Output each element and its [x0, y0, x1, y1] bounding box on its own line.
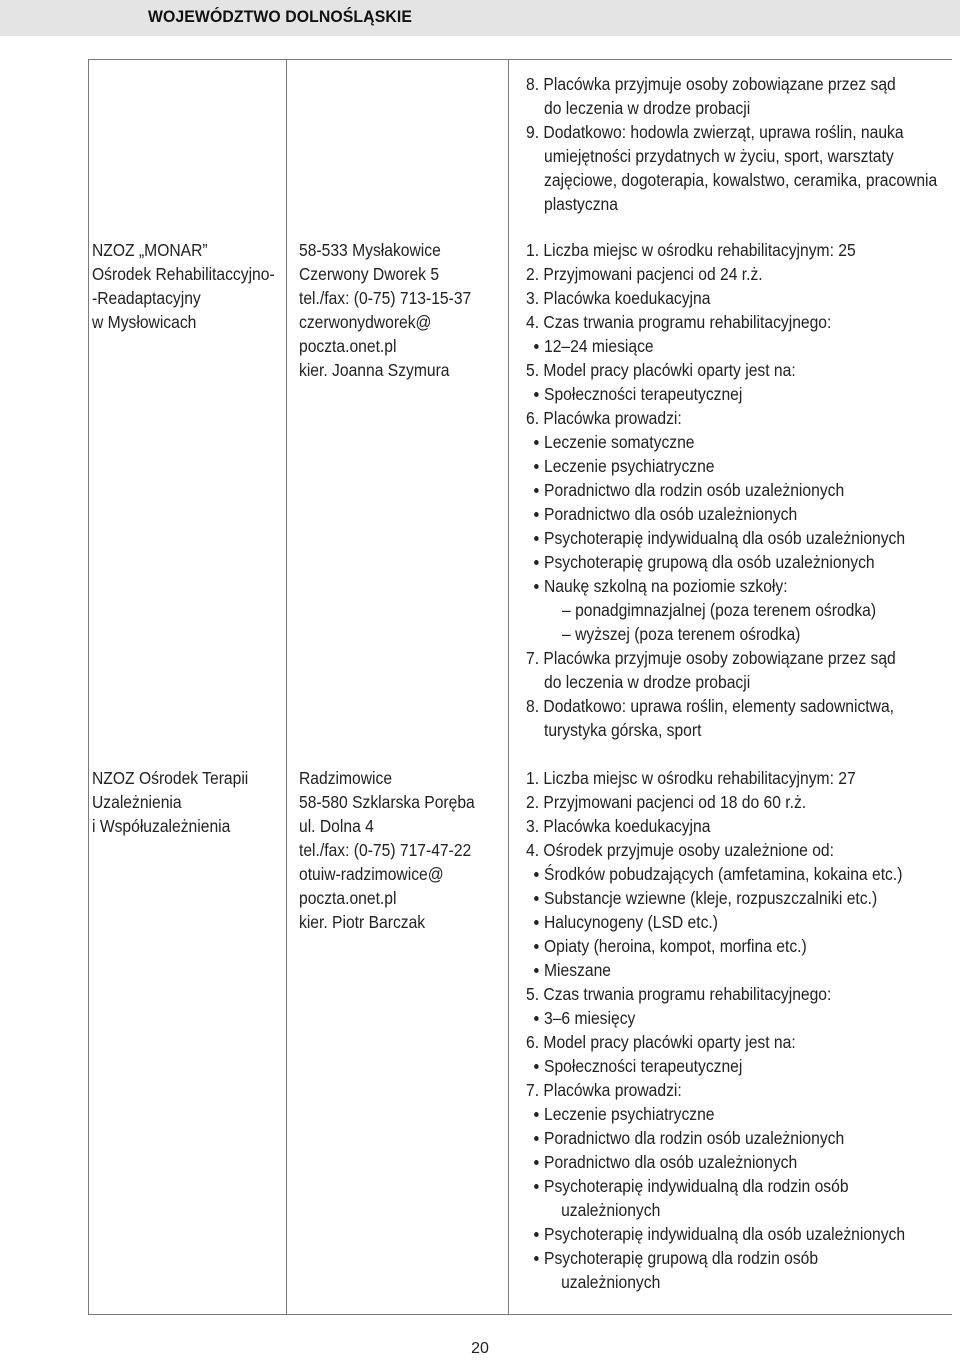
facility-name-line: i Współuzależnienia: [92, 816, 231, 836]
facility-info-cell: [526, 766, 905, 1294]
numbered-item: 4. Ośrodek przyjmuje osoby uzależnione od:: [526, 840, 834, 860]
facility-name-line: Ośrodek Rehabilitaccyjno-: [92, 264, 275, 284]
bullet-item: Psychoterapię indywidualną dla osób uzależnionych: [526, 1222, 905, 1246]
table-border-top: [88, 59, 952, 60]
contact-line: otuiw-radzimowice@: [299, 864, 444, 884]
contact-line: ul. Dolna 4: [299, 816, 374, 836]
page-number: 20: [471, 1340, 489, 1357]
dash-subitem: – wyższej (poza terenem ośrodka): [526, 622, 905, 646]
contact-line: czerwonydworek@: [299, 312, 432, 332]
bullet-continuation: uzależnionych: [561, 1272, 661, 1292]
bullet-item: Opiaty (heroina, kompot, morfina etc.): [526, 934, 905, 958]
item-continuation: do leczenia w drodze probacji: [544, 98, 751, 118]
facility-name-cell: [92, 766, 248, 838]
bullet-item: Poradnictwo dla rodzin osób uzależnionych: [526, 478, 905, 502]
bullet-continuation: uzależnionych: [561, 1200, 661, 1220]
contact-line: poczta.onet.pl: [299, 336, 397, 356]
contact-line: kier. Joanna Szymura: [299, 360, 450, 380]
facility-name-line: NZOZ Ośrodek Terapii: [92, 768, 249, 788]
column-divider-2: [508, 59, 509, 1315]
bullet-item: 12–24 miesiące: [526, 334, 905, 358]
bullet-item: Poradnictwo dla rodzin osób uzależnionych: [526, 1126, 905, 1150]
item-continuation: plastyczna: [544, 194, 618, 214]
numbered-item: 8. Dodatkowo: uprawa roślin, elementy sadownictwa,: [526, 696, 895, 716]
item-continuation: umiejętności przydatnych w życiu, sport, warsztaty: [544, 146, 894, 166]
contact-line: tel./fax: (0-75) 717-47-22: [299, 840, 472, 860]
table-border-bottom: [88, 1314, 952, 1315]
region-title: WOJEWÓDZTWO DOLNOŚLĄSKIE: [148, 7, 412, 26]
bullet-item: Halucynogeny (LSD etc.): [526, 910, 905, 934]
numbered-item: 6. Placówka prowadzi:: [526, 408, 682, 428]
numbered-item: 8. Placówka przyjmuje osoby zobowiązane przez sąd: [526, 74, 896, 94]
contact-line: kier. Piotr Barczak: [299, 912, 426, 932]
bullet-item: Psychoterapię grupową dla osób uzależnionych: [526, 550, 905, 574]
item-continuation: turystyka górska, sport: [544, 720, 702, 740]
contact-line: Radzimowice: [299, 768, 393, 788]
continued-info-cell: [526, 72, 937, 216]
bullet-item: Substancje wziewne (kleje, rozpuszczalniki etc.): [526, 886, 905, 910]
bullet-item: Poradnictwo dla osób uzależnionych: [526, 502, 905, 526]
numbered-item: 2. Przyjmowani pacjenci od 18 do 60 r.ż.: [526, 792, 807, 812]
numbered-item: 9. Dodatkowo: hodowla zwierząt, uprawa roślin, nauka: [526, 122, 904, 142]
bullet-item: Psychoterapię indywidualną dla rodzin osób: [526, 1174, 905, 1198]
facility-info-cell: [526, 238, 905, 742]
numbered-item: 7. Placówka przyjmuje osoby zobowiązane przez sąd: [526, 648, 896, 668]
bullet-item: Środków pobudzających (amfetamina, kokaina etc.): [526, 862, 905, 886]
header-bar: [0, 0, 960, 36]
bullet-item: Psychoterapię indywidualną dla osób uzależnionych: [526, 526, 905, 550]
item-continuation: zajęciowe, dogoterapia, kowalstwo, ceramika, pracownia: [544, 170, 938, 190]
contact-line: 58-533 Mysłakowice: [299, 240, 441, 260]
bullet-item: Leczenie somatyczne: [526, 430, 905, 454]
bullet-item: Leczenie psychiatryczne: [526, 454, 905, 478]
contact-line: poczta.onet.pl: [299, 888, 397, 908]
column-divider-1: [286, 59, 287, 1315]
bullet-item: Społeczności terapeutycznej: [526, 1054, 905, 1078]
numbered-item: 3. Placówka koedukacyjna: [526, 816, 711, 836]
numbered-item: 2. Przyjmowani pacjenci od 24 r.ż.: [526, 264, 763, 284]
numbered-item: 5. Model pracy placówki oparty jest na:: [526, 360, 796, 380]
bullet-item: Naukę szkolną na poziomie szkoły:: [526, 574, 905, 598]
table-border-left: [88, 59, 89, 1315]
facility-name-cell: [92, 238, 275, 334]
facility-name-line: NZOZ „MONAR”: [92, 240, 208, 260]
bullet-item: Leczenie psychiatryczne: [526, 1102, 905, 1126]
bullet-item: 3–6 miesięcy: [526, 1006, 905, 1030]
numbered-item: 4. Czas trwania programu rehabilitacyjnego:: [526, 312, 832, 332]
item-continuation: do leczenia w drodze probacji: [544, 672, 751, 692]
bullet-item: Psychoterapię grupową dla rodzin osób: [526, 1246, 905, 1270]
dash-subitem: – ponadgimnazjalnej (poza terenem ośrodka): [526, 598, 905, 622]
contact-line: 58-580 Szklarska Poręba: [299, 792, 475, 812]
numbered-item: 7. Placówka prowadzi:: [526, 1080, 682, 1100]
bullet-item: Poradnictwo dla osób uzależnionych: [526, 1150, 905, 1174]
facility-name-line: w Mysłowicach: [92, 312, 197, 332]
facility-contact-cell: [299, 766, 475, 934]
numbered-item: 6. Model pracy placówki oparty jest na:: [526, 1032, 796, 1052]
contact-line: Czerwony Dworek 5: [299, 264, 440, 284]
numbered-item: 5. Czas trwania programu rehabilitacyjnego:: [526, 984, 832, 1004]
facility-name-line: Uzależnienia: [92, 792, 182, 812]
bullet-item: Mieszane: [526, 958, 905, 982]
bullet-item: Społeczności terapeutycznej: [526, 382, 905, 406]
numbered-item: 1. Liczba miejsc w ośrodku rehabilitacyjnym: 25: [526, 240, 856, 260]
contact-line: tel./fax: (0-75) 713-15-37: [299, 288, 472, 308]
numbered-item: 1. Liczba miejsc w ośrodku rehabilitacyjnym: 27: [526, 768, 856, 788]
facility-contact-cell: [299, 238, 471, 382]
numbered-item: 3. Placówka koedukacyjna: [526, 288, 711, 308]
facility-name-line: -Readaptacyjny: [92, 288, 201, 308]
